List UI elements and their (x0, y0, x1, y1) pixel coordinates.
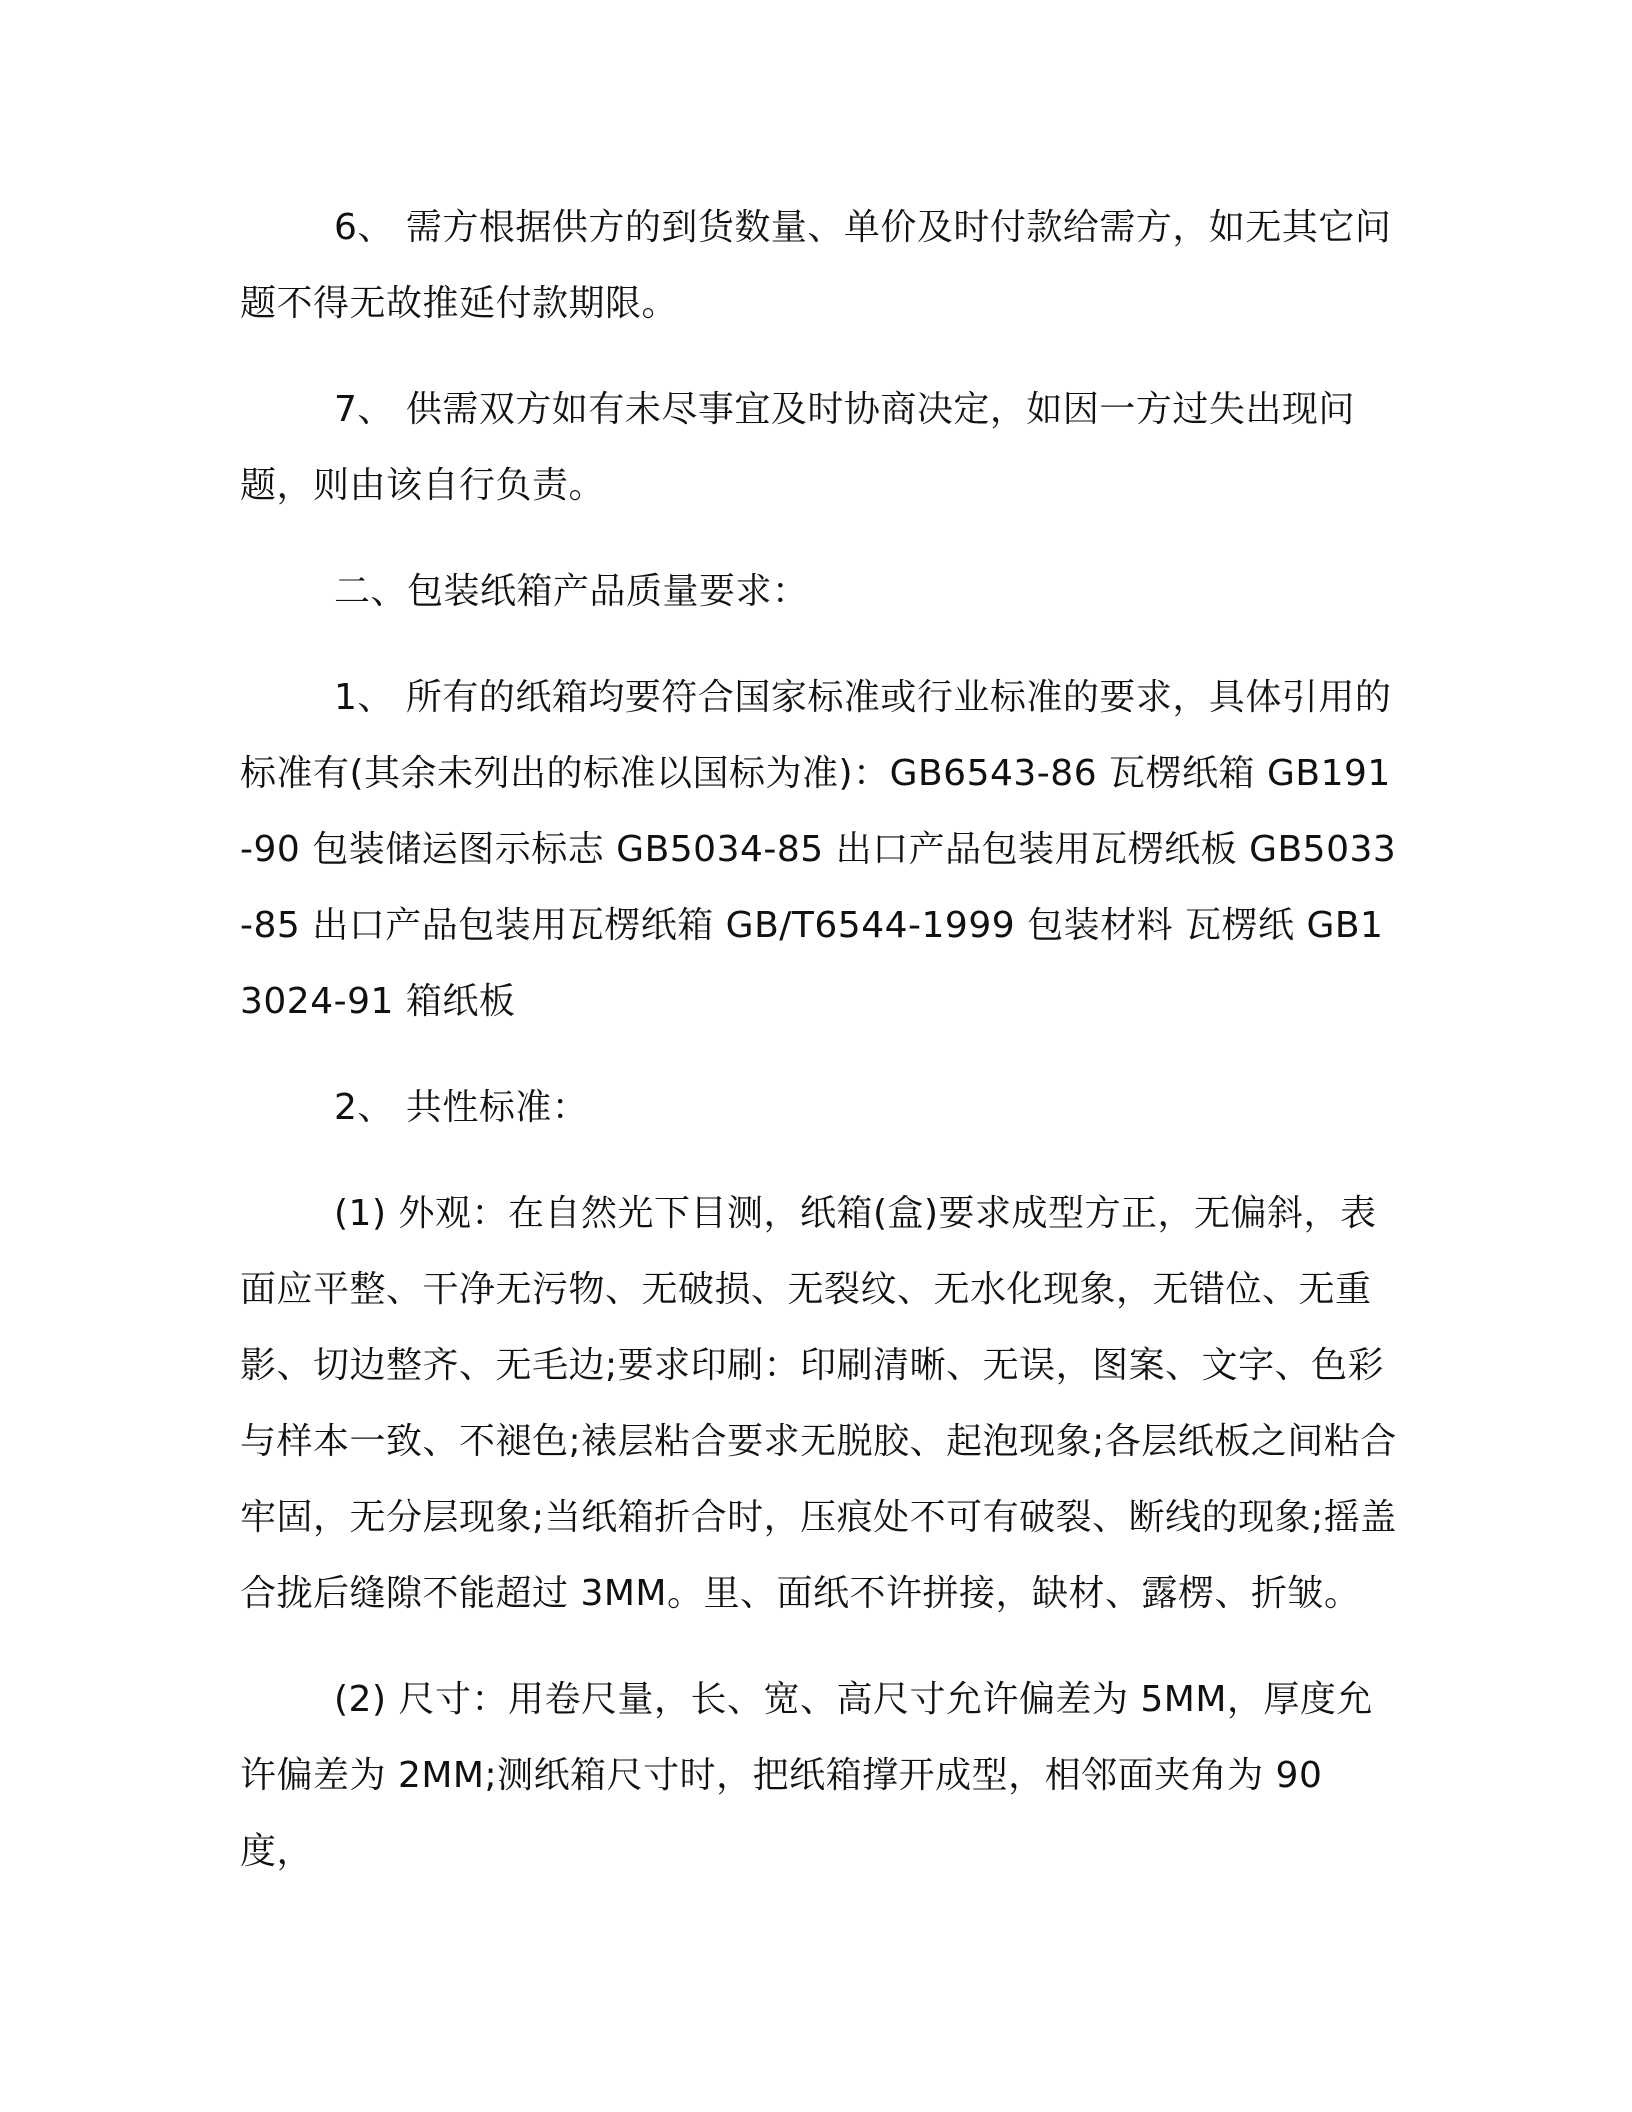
paragraph-appearance: (1) 外观：在自然光下目测，纸箱(盒)要求成型方正，无偏斜，表面应平整、干净无污物、无破损、无裂纹、无水化现象，无错位、无重影、切边整齐、无毛边;要求印刷：印刷清晰、无误，图案、文字、色彩与样本一致、不褪色;裱层粘合要求无脱胶、起泡现象;各层纸板之间粘合牢固，无分层现象;当纸箱折合时，压痕处不可有破裂、断线的现象;摇盖合拢后缝隙不能超过 3MM。里、面纸不许拼接，缺材、露楞、折皱。 (240, 1193, 1397, 1614)
document-body (240, 190, 1400, 1920)
paragraph-common-standards: 2、 共性标准： (334, 1087, 589, 1128)
paragraph-payment-terms: 6、 需方根据供方的到货数量、单价及时付款给需方，如无其它问题不得无故推延付款期限。 (240, 207, 1392, 324)
paragraph-standards: 1、 所有的纸箱均要符合国家标准或行业标准的要求，具体引用的标准有(其余未列出的标准以国标为准)：GB6543-86 瓦楞纸箱 GB191-90 包装储运图示标志 GB5034-85 出口产品包装用瓦楞纸板 GB5033-85 出口产品包装用瓦楞纸箱 GB/T6544-1999 包装材料 瓦楞纸 GB13024-91 箱纸板 (240, 677, 1397, 1022)
paragraph-dimensions: (2) 尺寸：用卷尺量，长、宽、高尺寸允许偏差为 5MM，厚度允许偏差为 2MM;测纸箱尺寸时，把纸箱撑开成型，相邻面夹角为 90 度， (240, 1679, 1373, 1872)
paragraph-unresolved-matters: 7、 供需双方如有未尽事宜及时协商决定，如因一方过失出现问题，则由该自行负责。 (240, 389, 1355, 506)
section-heading-quality-requirements: 二、包装纸箱产品质量要求： (334, 571, 809, 612)
